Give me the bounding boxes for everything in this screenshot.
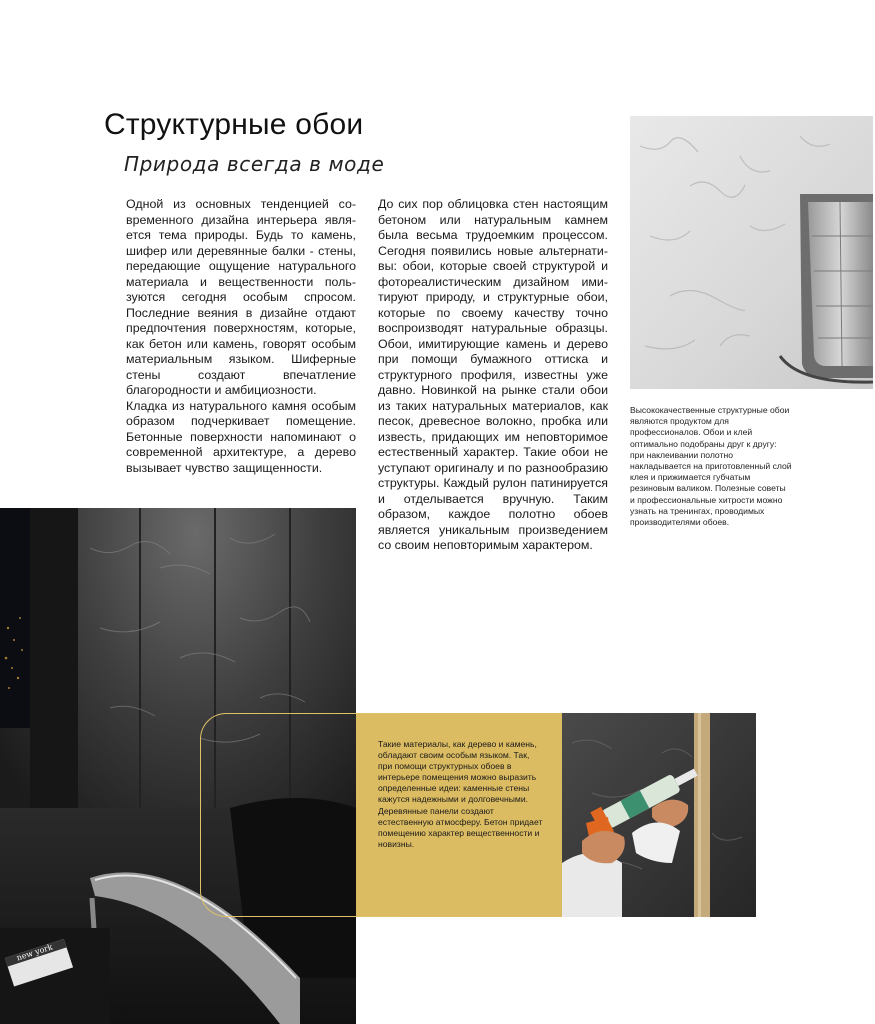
paragraph: Одной из основных тенденцией современного дизайна интерьера является тема природы. Будь то камень, шифер или деревянные балки - стены, передающие ощущение натурального материала и вещественности пользуются сегодня особым спросом. Последние веяния в дизайне отдают предпочтения поверхностям, которые, как бетон или камень, говорят особым материальным языком. Шиферные стены создают впечатление благородности и амбициозности. xyxy=(126,197,356,397)
paragraph: До сих пор облицовка стен настоящим бетоном или натуральным камнем была весьма трудоемким процессом. Сегодня появились новые альтернативы: обои, которые своей структурой и фотореалистическим дизайном имитируют природу, и структурные обои, которые по своему качеству точно воспроизводят натуральные образцы. Обои, имитирующие камень и дерево при помощи бумажного оттиска и структурного профиля, известны уже давно. Новинкой на рынке стали обои из таких натуральных материалов, как песок, древесное волокно, пробка или известь, придающих им неповторимое естественный характер. Такие обои не уступают оригиналу и по разнообразию структуры. Каждый рулон патинируется и отделывается вручную. Таким образом, каждое полотно обоев является уникальным произведением со своим неповторимым характером. xyxy=(378,197,608,552)
text-column-2 xyxy=(378,197,608,554)
white-wall-chair-photo xyxy=(630,116,873,389)
photo-caption xyxy=(630,405,792,528)
highlight-text: Такие материалы, как дерево и камень, обладают своим особым языком. Так, при помощи структурных обоев в интерьере помещения можно выразить определенные идеи: каменные стены кажутся надежными и долговечными. Деревянные панели создают естественную атмосферу. Бетон придает помещению характер вещественности и новизны. xyxy=(378,739,543,849)
text-column-1 xyxy=(126,197,356,476)
paragraph: Кладка из натурального камня особым образом подчеркивает помещение. Бетонные поверхности напоминают о современной архитектуре, а дерево вызывает чувство защищенности. xyxy=(126,398,356,475)
slate-wall-interior-photo xyxy=(0,508,356,1024)
highlight-text-block xyxy=(378,739,543,850)
magazine-cover-text: new york xyxy=(15,942,54,963)
caulk-gun-photo xyxy=(562,713,756,917)
page-title: Структурные обои xyxy=(104,108,364,141)
page-subtitle: Природа всегда в моде xyxy=(124,152,385,176)
caption-text: Высококачественные структурные обои являются продуктом для профессионалов. Обои и клей оптимально подобраны друг к другу: при наклеивании полотно накладывается на приготовленный слой клея и прижимается губчатым резиновым валиком. Полезные советы и профессиональные хитрости можно узнать на тренингах, проводимых производителями обоев. xyxy=(630,405,792,528)
